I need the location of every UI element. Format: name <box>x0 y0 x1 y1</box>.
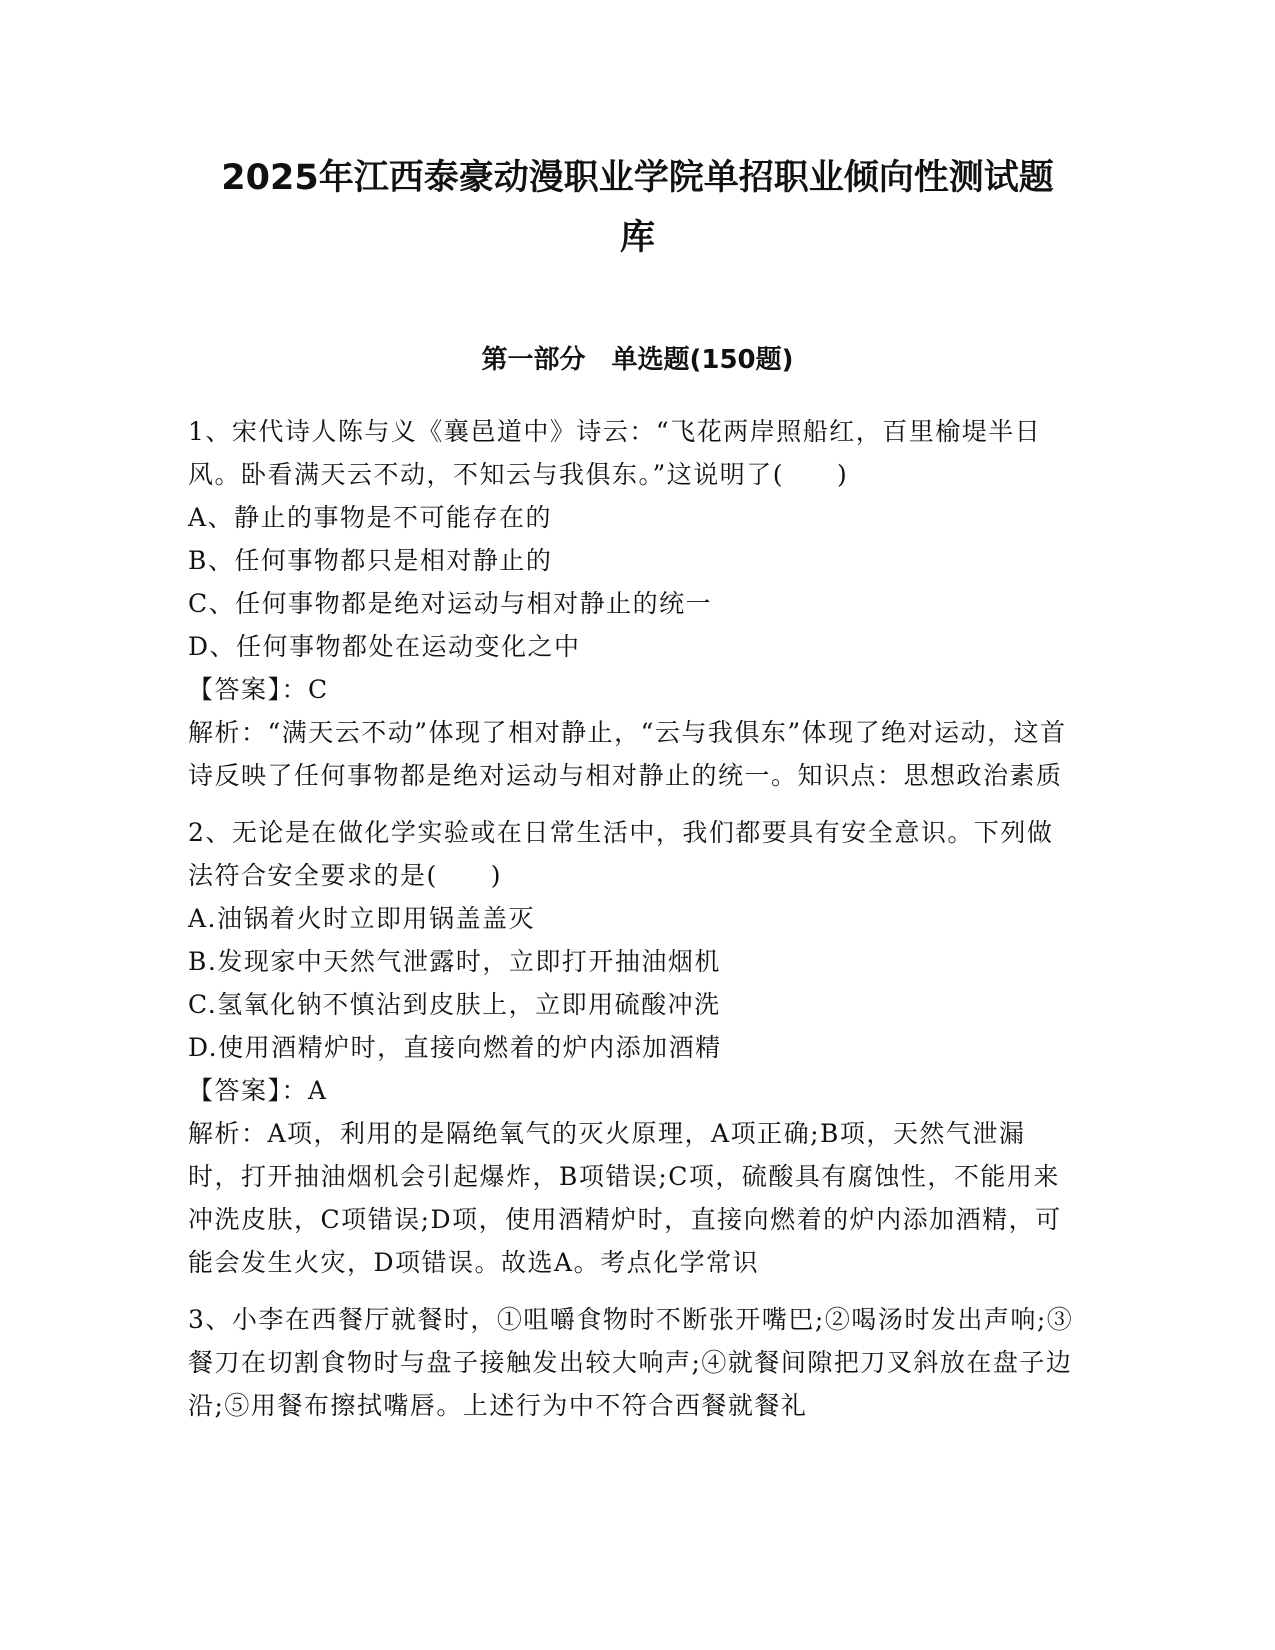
answer: 【答案】：A <box>188 1076 328 1105</box>
option-d: D、任何事物都处在运动变化之中 <box>188 632 581 661</box>
analysis: 解析：“满天云不动”体现了相对静止，“云与我俱东”体现了绝对运动，这首诗反映了任何事物都是绝对运动与相对静止的统一。知识点：思想政治素质 <box>188 718 1067 790</box>
option-c: C、任何事物都是绝对运动与相对静止的统一 <box>188 589 713 618</box>
section-heading: 第一部分 单选题(150题) <box>481 345 794 375</box>
option-a: A.油锅着火时立即用锅盖盖灭 <box>188 904 536 933</box>
question-1 <box>188 410 1078 797</box>
option-b: B、任何事物都只是相对静止的 <box>188 546 553 575</box>
answer: 【答案】：C <box>188 675 329 704</box>
title-line-1: 2025年江西泰豪动漫职业学院单招职业倾向性测试题 <box>221 158 1054 198</box>
question-stem: 3、小李在西餐厅就餐时，①咀嚼食物时不断张开嘴巴;②喝汤时发出声响;③餐刀在切割食物时与盘子接触发出较大响声;④就餐间隙把刀叉斜放在盘子边沿;⑤用餐布擦拭嘴唇。上述行为中不符合西餐就餐礼 <box>188 1305 1074 1420</box>
question-3 <box>188 1298 1078 1427</box>
option-a: A、静止的事物是不可能存在的 <box>188 503 553 532</box>
option-c: C.氢氧化钠不慎沾到皮肤上，立即用硫酸冲洗 <box>188 990 721 1019</box>
option-b: B.发现家中天然气泄露时，立即打开抽油烟机 <box>188 947 721 976</box>
question-stem: 2、无论是在做化学实验或在日常生活中，我们都要具有安全意识。下列做法符合安全要求的是( ) <box>188 818 1054 890</box>
title-line-2: 库 <box>619 218 655 258</box>
question-list <box>188 410 1078 1441</box>
option-d: D.使用酒精炉时，直接向燃着的炉内添加酒精 <box>188 1033 722 1062</box>
question-stem: 1、宋代诗人陈与义《襄邑道中》诗云：“飞花两岸照船红，百里榆堤半日风。卧看满天云不动，不知云与我俱东。”这说明了( ) <box>188 417 1042 489</box>
question-2 <box>188 811 1078 1284</box>
document-title <box>150 148 1125 268</box>
analysis: 解析：A项，利用的是隔绝氧气的灭火原理，A项正确;B项，天然气泄漏时，打开抽油烟机会引起爆炸，B项错误;C项，硫酸具有腐蚀性，不能用来冲洗皮肤，C项错误;D项，使用酒精炉时，直接向燃着的炉内添加酒精，可能会发生火灾，D项错误。故选A。考点化学常识 <box>188 1119 1062 1277</box>
